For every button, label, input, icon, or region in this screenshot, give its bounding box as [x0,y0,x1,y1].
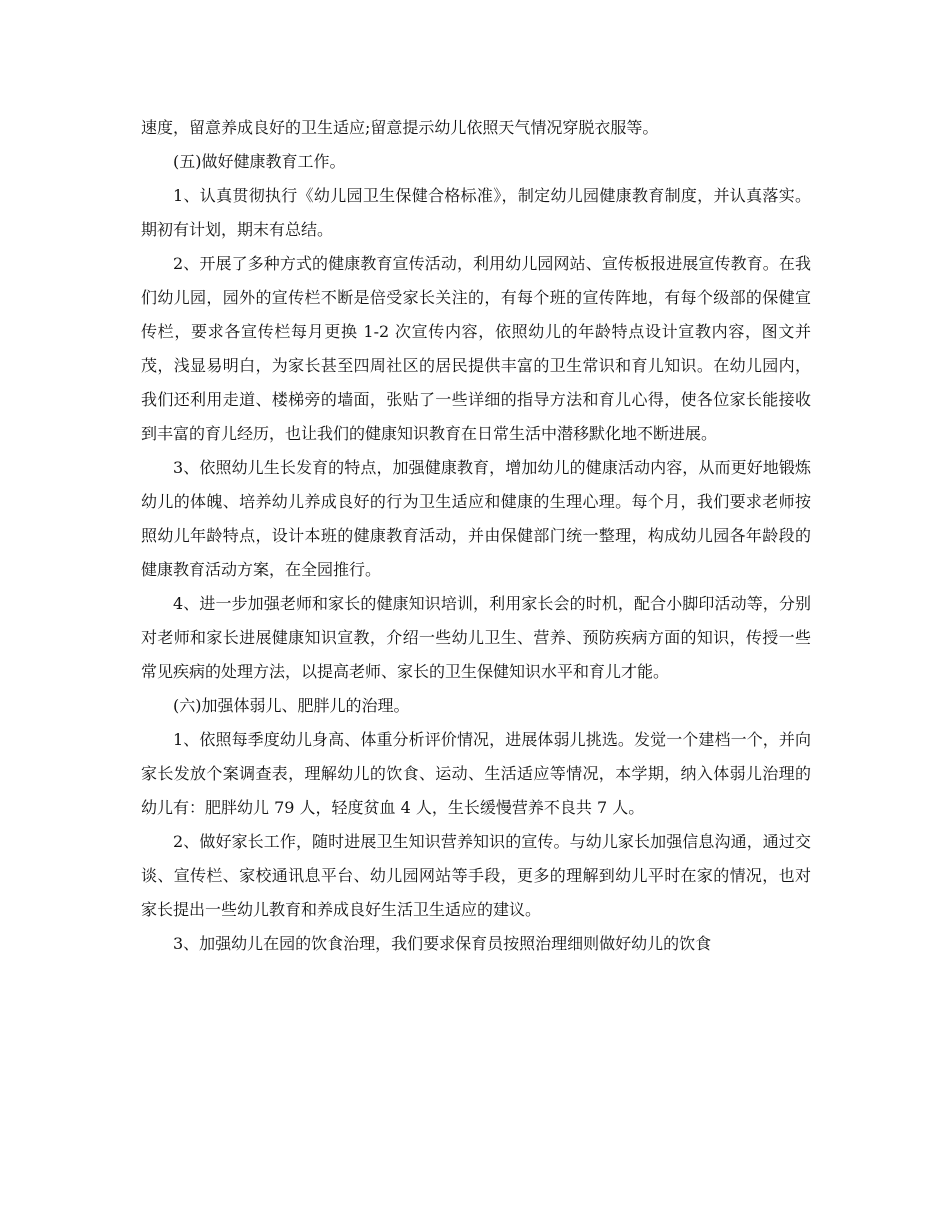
paragraph-weak-child-screening: 1、依照每季度幼儿身高、体重分析评价情况，进展体弱儿挑选。发觉一个建档一个，并向家长发放个案调查表，理解幼儿的饮食、运动、生活适应等情况，本学期，纳入体弱儿治理的幼儿有：肥胖幼儿 79 人，轻度贫血 4 人，生长缓慢营养不良共 7 人。 [141,730,811,817]
paragraph-parent-work: 2、做好家长工作，随时进展卫生知识营养知识的宣传。与幼儿家长加强信息沟通，通过交谈、宣传栏、家校通讯息平台、幼儿园网站等手段，更多的理解到幼儿平时在家的情况，也对家长提出一些幼儿教育和养成良好生活卫生适应的建议。 [141,832,811,919]
document-body [141,111,811,961]
paragraph-publicity-activities: 2、开展了多种方式的健康教育宣传活动，利用幼儿园网站、宣传板报进展宣传教育。在我们幼儿园，园外的宣传栏不断是倍受家长关注的，有每个班的宣传阵地，有每个级部的保健宣传栏，要求各宣传栏每月更换 1-2 次宣传内容，依照幼儿的年龄特点设计宣教内容，图文并茂，浅显易明白，为家长甚至四周社区的居民提供丰富的卫生常识和育儿知识。在幼儿园内，我们还利用走道、楼梯旁的墙面，张贴了一些详细的指导方法和育儿心得，使各位家长能接收到丰富的育儿经历，也让我们的健康知识教育在日常生活中潜移默化地不断进展。 [141,254,811,443]
paragraph-continuation: 速度，留意养成良好的卫生适应;留意提示幼儿依照天气情况穿脱衣服等。 [141,118,659,137]
section-heading-health-education: (五)做好健康教育工作。 [173,152,346,171]
paragraph-health-standard: 1、认真贯彻执行《幼儿园卫生保健合格标准》，制定幼儿园健康教育制度，并认真落实。期初有计划，期末有总结。 [141,186,811,239]
section-heading-weak-obese-children: (六)加强体弱儿、肥胖儿的治理。 [173,696,410,715]
paragraph-growth-development: 3、依照幼儿生长发育的特点，加强健康教育，增加幼儿的健康活动内容，从而更好地锻炼幼儿的体魄、培养幼儿养成良好的行为卫生适应和健康的生理心理。每个月，我们要求老师按照幼儿年龄特点，设计本班的健康教育活动，并由保健部门统一整理，构成幼儿园各年龄段的健康教育活动方案，在全园推行。 [141,458,811,579]
paragraph-training: 4、进一步加强老师和家长的健康知识培训，利用家长会的时机，配合小脚印活动等，分别对老师和家长进展健康知识宣教，介绍一些幼儿卫生、营养、预防疾病方面的知识，传授一些常见疾病的处理方法，以提高老师、家长的卫生保健知识水平和育儿才能。 [141,594,811,681]
paragraph-diet-management: 3、加强幼儿在园的饮食治理，我们要求保育员按照治理细则做好幼儿的饮食 [173,934,712,953]
